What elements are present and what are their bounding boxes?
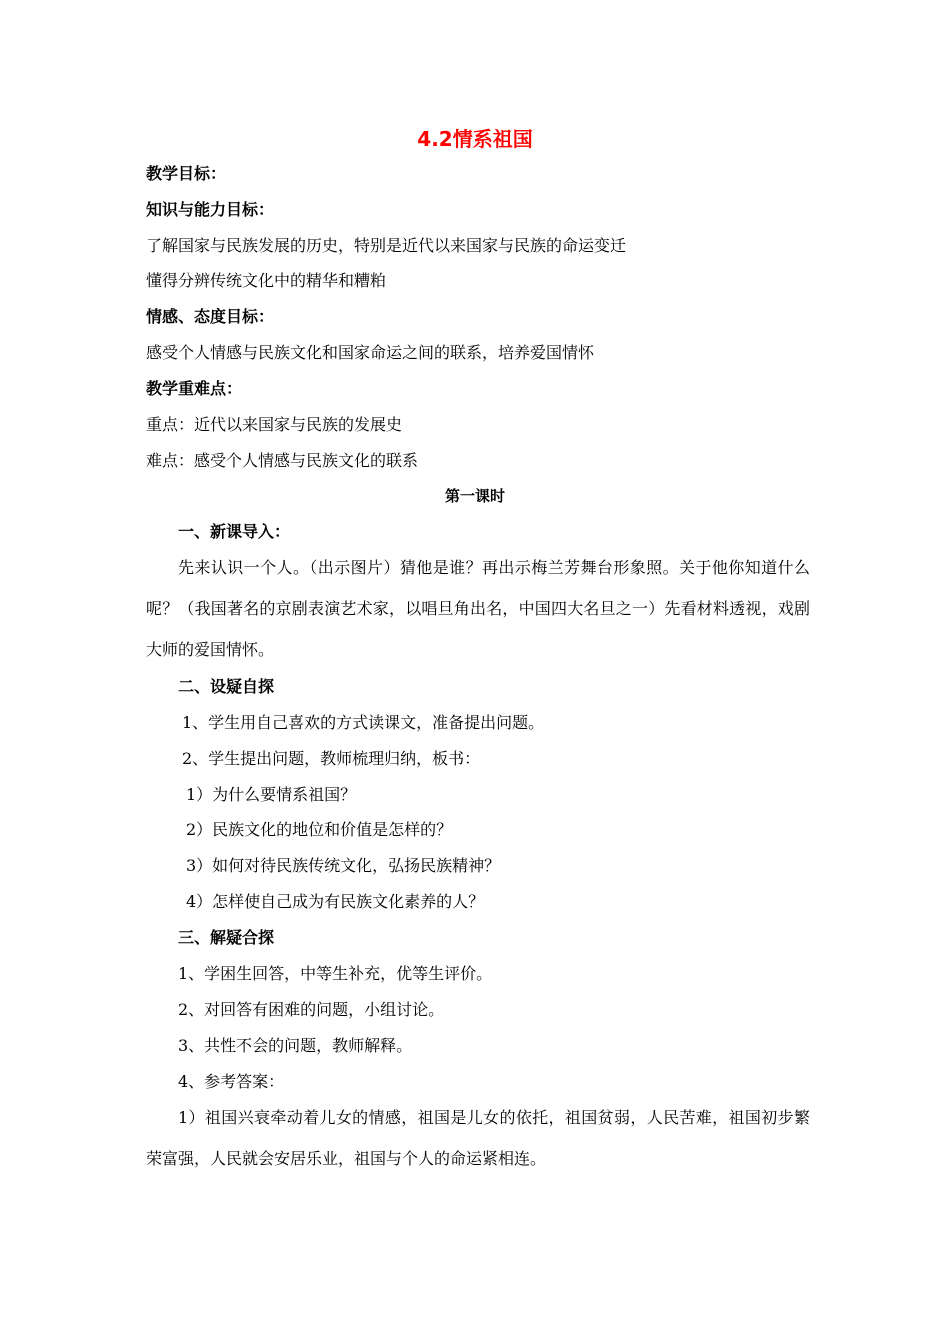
key-heading: 教学重难点： xyxy=(146,379,243,398)
emotion-heading: 情感、态度目标： xyxy=(146,307,275,326)
knowledge-item: 了解国家与民族发展的历史，特别是近代以来国家与民族的命运变迁 xyxy=(146,236,627,255)
intro-paragraph: 先来认识一个人。（出示图片）猜他是谁？再出示梅兰芳舞台形象照。关于他你知道什么呢？（我国著名的京剧表演艺术家，以唱旦角出名，中国四大名旦之一）先看材料透视，戏剧大师的爱国情怀。 xyxy=(146,558,810,659)
step-item: 1、学生用自己喜欢的方式读课文，准备提出问题。 xyxy=(182,713,545,732)
question-item: 1）为什么要情系祖国？ xyxy=(186,785,357,804)
emotion-item: 感受个人情感与民族文化和国家命运之间的联系，培养爱国情怀 xyxy=(146,343,595,362)
step-item: 2、对回答有困难的问题，小组讨论。 xyxy=(178,1000,445,1019)
question-item: 3）如何对待民族传统文化，弘扬民族精神？ xyxy=(186,856,501,875)
key-point: 重点：近代以来国家与民族的发展史 xyxy=(146,415,403,434)
knowledge-item: 懂得分辨传统文化中的精华和糟粕 xyxy=(146,271,387,290)
document-title: 4.2情系祖国 xyxy=(417,127,533,151)
knowledge-heading: 知识与能力目标： xyxy=(146,200,275,219)
step-item: 2、学生提出问题，教师梳理归纳，板书： xyxy=(182,749,481,768)
difficult-point: 难点：感受个人情感与民族文化的联系 xyxy=(146,451,419,470)
question-item: 4）怎样使自己成为有民族文化素养的人？ xyxy=(186,892,485,911)
lesson-title: 第一课时 xyxy=(444,487,505,505)
step-item: 4、参考答案： xyxy=(178,1072,285,1091)
section-heading: 三、解疑合探 xyxy=(178,928,275,947)
answer-paragraph: 1）祖国兴衰牵动着儿女的情感，祖国是儿女的依托，祖国贫弱，人民苦难，祖国初步繁荣富强，人民就会安居乐业，祖国与个人的命运紧相连。 xyxy=(146,1108,810,1168)
step-item: 1、学困生回答，中等生补充，优等生评价。 xyxy=(178,964,493,983)
objectives-heading: 教学目标： xyxy=(146,164,227,183)
step-item: 3、共性不会的问题，教师解释。 xyxy=(178,1036,413,1055)
section-heading: 一、新课导入： xyxy=(178,522,291,541)
question-item: 2）民族文化的地位和价值是怎样的？ xyxy=(186,820,453,839)
section-heading: 二、设疑自探 xyxy=(178,677,275,696)
